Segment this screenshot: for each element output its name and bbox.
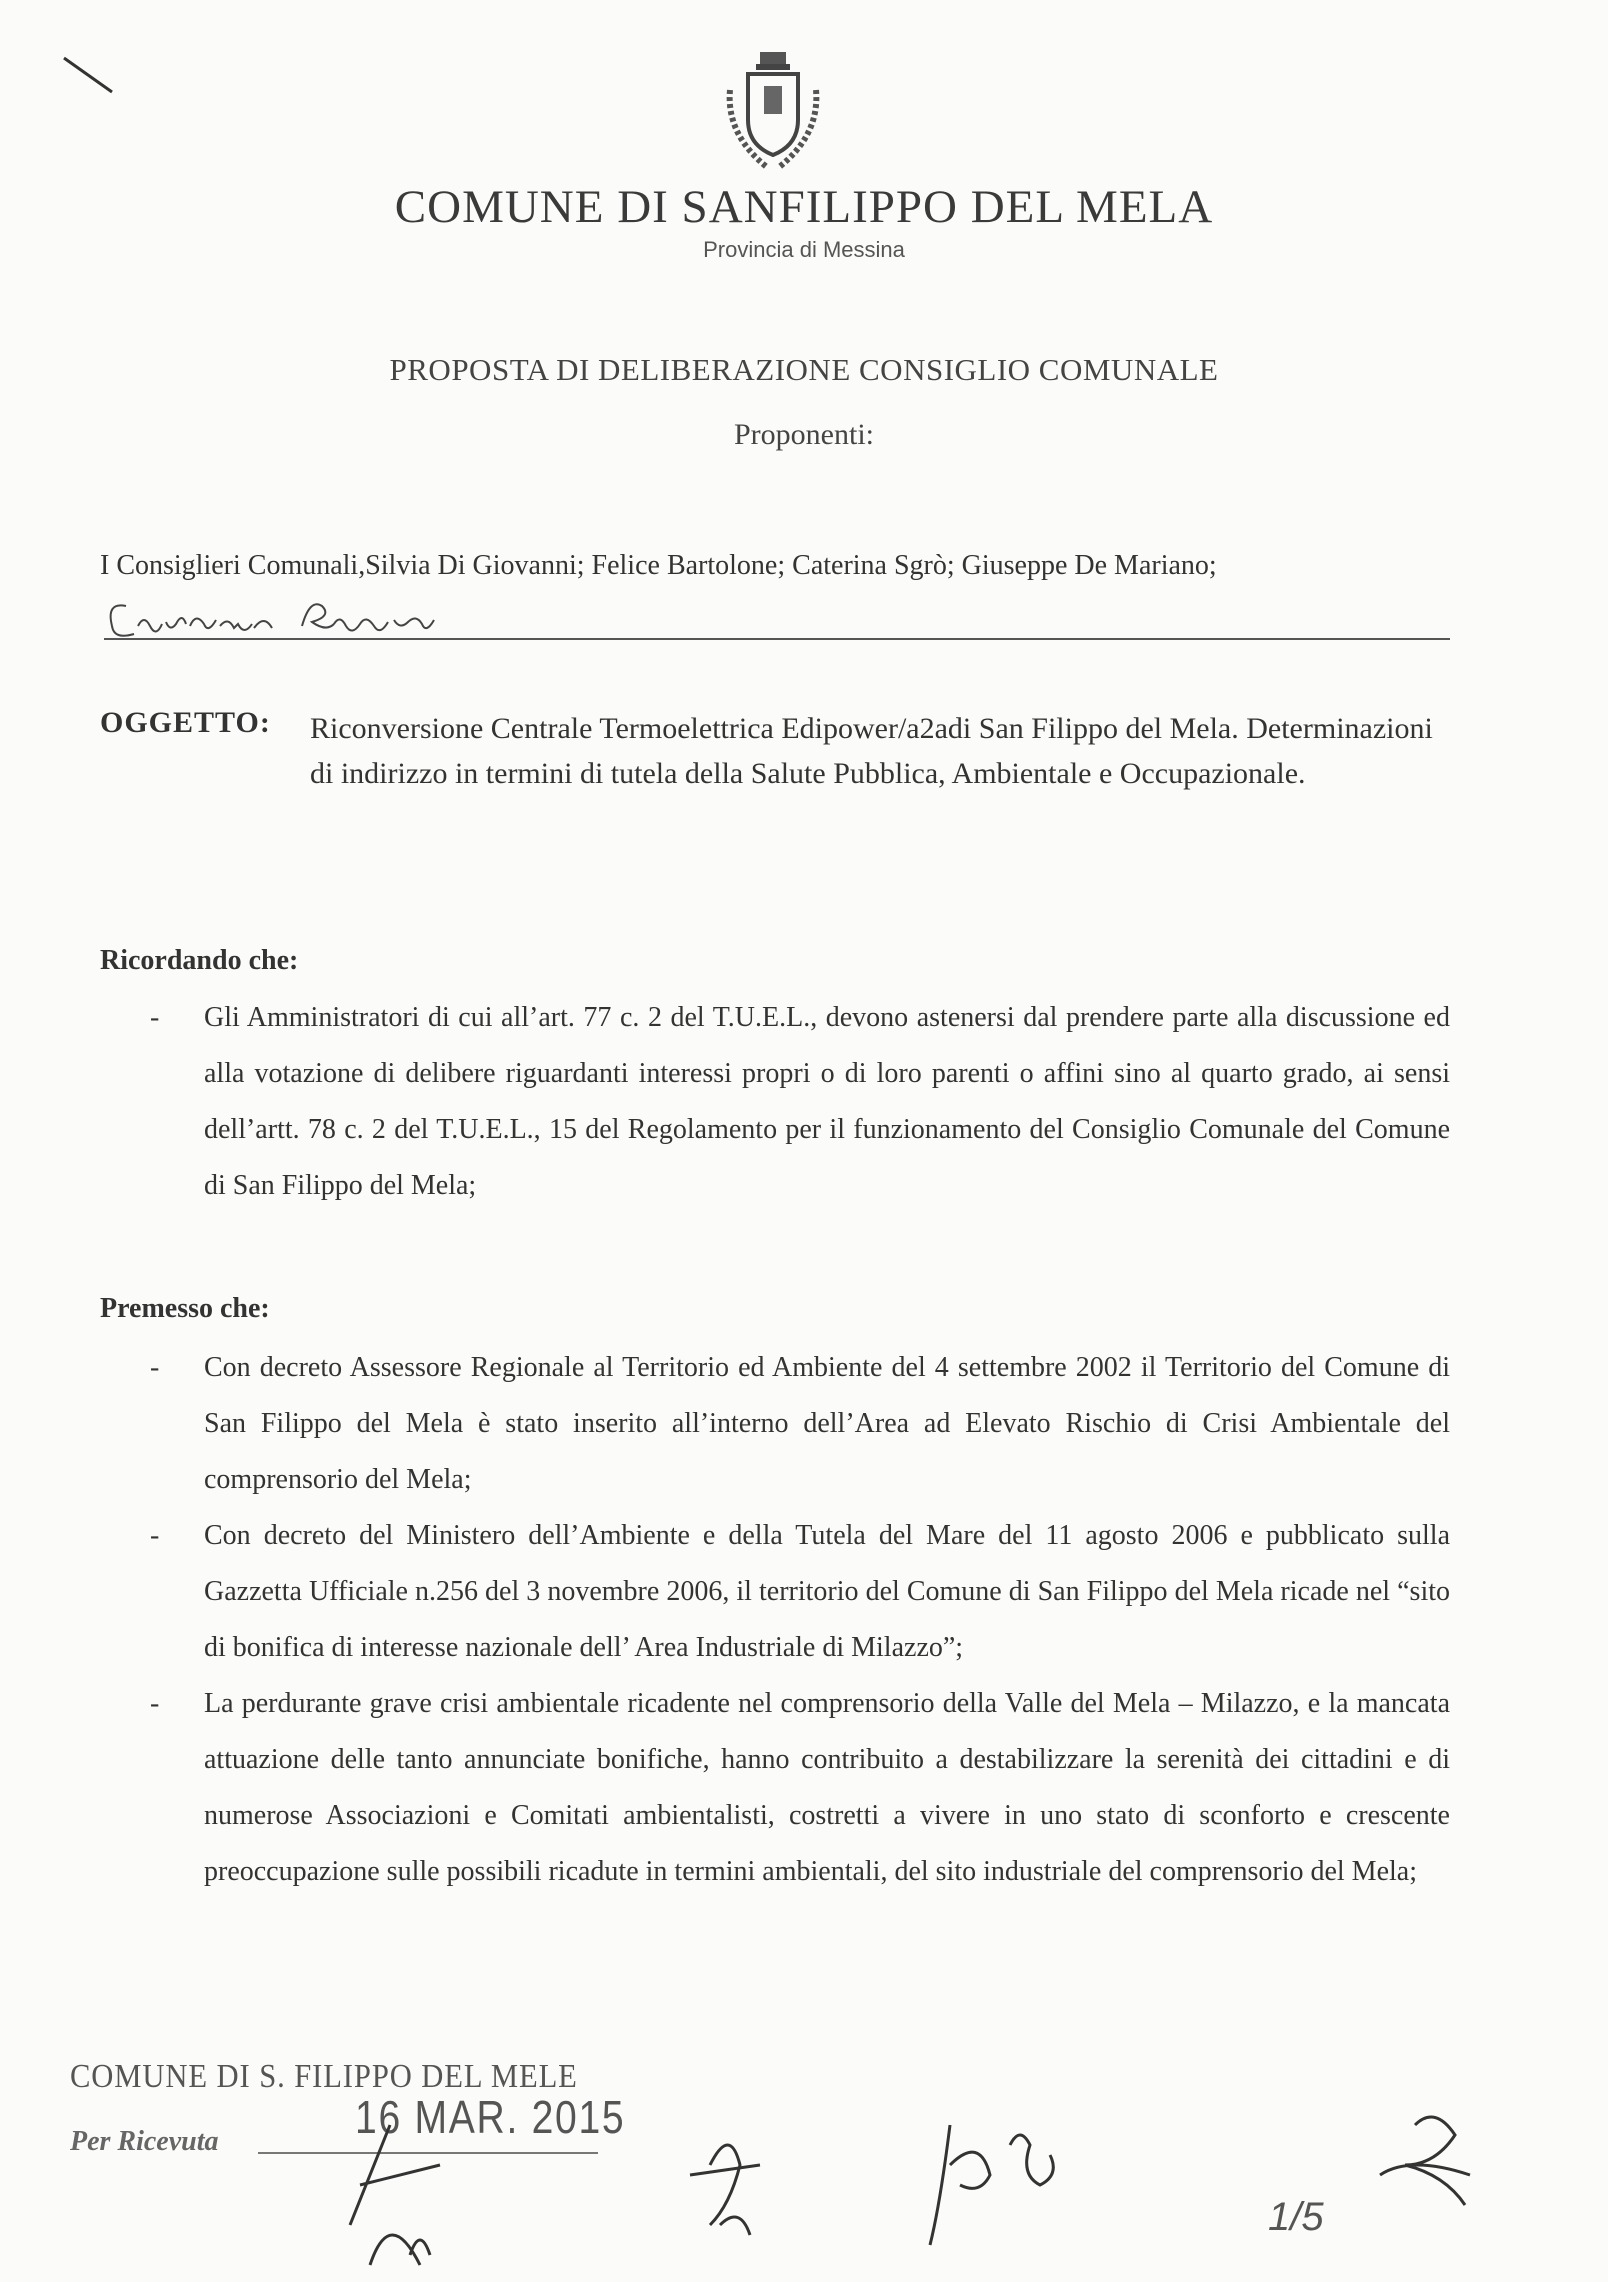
signature-line [104,638,1450,640]
section-list-premesso [100,1340,1450,1900]
page-number: 1/5 [1268,2195,1324,2239]
pen-mark-icon [62,56,122,96]
reception-stamp-date: 16 MAR. 2015 [355,2091,626,2143]
municipal-crest-icon [718,50,828,175]
section-heading-premesso: Premesso che: [100,1293,270,1324]
list-item: - Con decreto Assessore Regionale al Territorio ed Ambiente del 4 settembre 2002 il Territorio del Comune di San Filippo del Mela è stato inserito all’interno dell’Area ad Elevato Rischio di Crisi Ambientale del comprensorio del Mela; [150,1352,1450,1495]
subject-label: OGGETTO: [100,706,271,739]
municipality-name: COMUNE DI SANFILIPPO DEL MELA [394,181,1214,233]
reception-stamp-organization: COMUNE DI S. FILIPPO DEL MELE [70,2058,578,2095]
list-item: - Con decreto del Ministero dell’Ambiente e della Tutela del Mare del 11 agosto 2006 e pubblicato sulla Gazzetta Ufficiale n.256 del 3 novembre 2006, il territorio del Comune di San Filippo del Mela ricade nel “sito di bonifica di interesse nazionale dell’ Area Industriale di Milazzo”; [150,1520,1450,1663]
province-name: Provincia di Messina [703,237,905,262]
section-heading-ricordando: Ricordando che: [100,945,299,976]
list-item: - La perdurante grave crisi ambientale ricadente nel comprensorio della Valle del Mela – Milazzo, e la mancata attuazione delle tanto annunciate bonifiche, hanno contribuito a destabilizzare la serenità dei cittadini e di numerose Associazioni e Comitati ambientalisti, costretti a vivere in uno stato di sconforto e crescente preoccupazione sulle possibili ricadute in termini ambientali, del sito industriale del comprensorio del Mela; [150,1688,1450,1887]
subject-text: Riconversione Centrale Termoelettrica Edipower/a2adi San Filippo del Mela. Determinazioni di indirizzo in termini di tutela della Salute Pubblica, Ambientale e Occupazionale. [310,712,1433,790]
proponents-heading: Proponenti: [734,418,874,451]
bottom-initials [330,2105,1560,2275]
section-list-ricordando [100,990,1450,1214]
document-title: PROPOSTA DI DELIBERAZIONE CONSIGLIO COMUNALE [389,352,1219,387]
councillors-list: I Consiglieri Comunali,Silvia Di Giovanni; Felice Bartolone; Caterina Sgrò; Giuseppe De Mariano; [100,550,1217,581]
reception-stamp-label: Per Ricevuta [70,2126,219,2157]
list-item: - Gli Amministratori di cui all’art. 77 c. 2 del T.U.E.L., devono astenersi dal prendere parte alla discussione ed alla votazione di delibere riguardanti interessi propri o di loro parenti o affini sino al quarto grado, ai sensi dell’artt. 78 c. 2 del T.U.E.L., 15 del Regolamento per il funzionamento del Consiglio Comunale del Comune di San Filippo del Mela; [150,1002,1450,1201]
